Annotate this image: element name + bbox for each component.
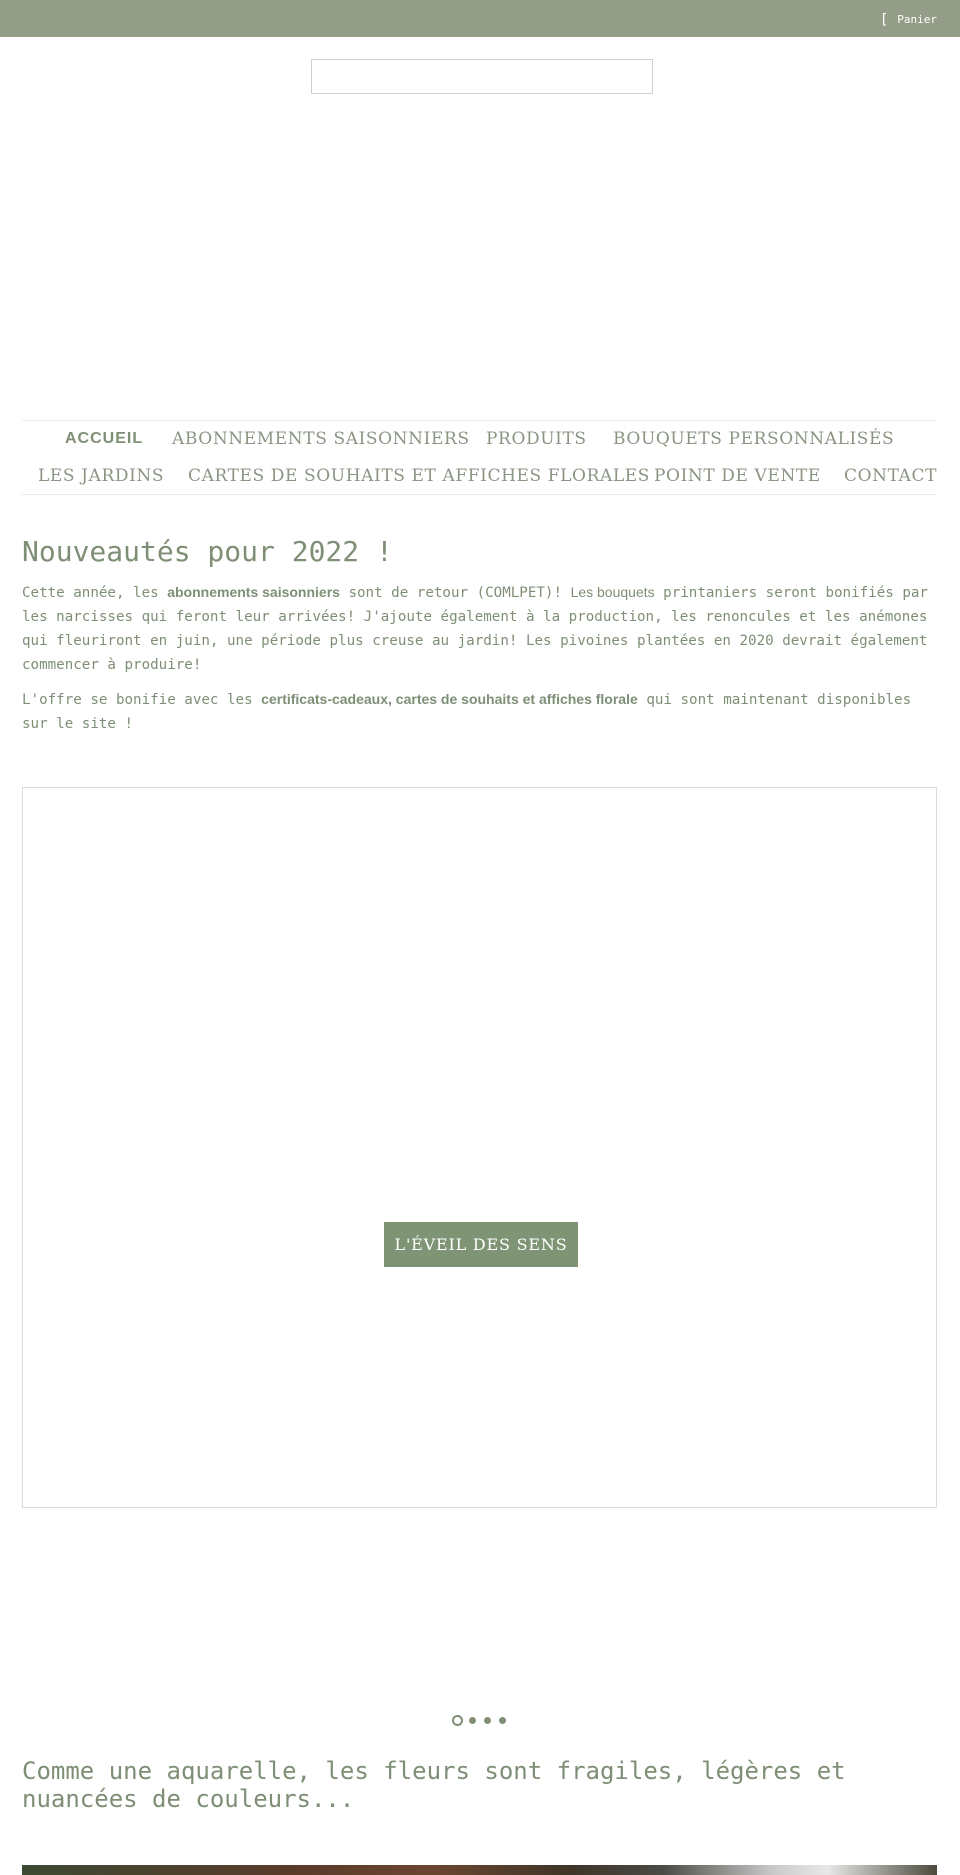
intro-text: sont de retour (COMLPET)!	[339, 585, 571, 601]
intro-text: printaniers seront bonifiés par les narcisses qui feront leur arrivées! J'ajoute également à la production, les renoncules et les anémones qui fleuriront en juin, une période plus creuse au jardin! Les pivoines plantées en 2020 devrait également commencer à produire!	[22, 585, 928, 673]
slider-dot[interactable]	[484, 1717, 491, 1724]
main-nav	[22, 420, 937, 495]
search-input[interactable]	[311, 59, 653, 94]
slider-dot[interactable]	[499, 1717, 506, 1724]
nav-item-les-jardins[interactable]: LES JARDINS	[38, 466, 165, 486]
nav-item-cartes-affiches[interactable]: CARTES DE SOUHAITS ET AFFICHES FLORALES	[188, 466, 651, 486]
cart-label: Panier	[897, 13, 937, 26]
nav-item-abonnements-saisonniers[interactable]: ABONNEMENTS SAISONNIERS	[172, 429, 470, 449]
intro-title: Nouveautés pour 2022 !	[22, 535, 393, 568]
slider-dot[interactable]	[469, 1717, 476, 1724]
slider-dot[interactable]	[452, 1715, 463, 1726]
cart-icon: [	[879, 12, 889, 28]
abonnements-link[interactable]: abonnements saisonniers	[167, 584, 340, 600]
intro-text: L'offre se bonifie avec les	[22, 692, 262, 708]
nav-item-bouquets-personnalises[interactable]: BOUQUETS PERSONNALISÉS	[613, 429, 895, 449]
nav-item-point-de-vente[interactable]: POINT DE VENTE	[654, 466, 821, 486]
certificats-link[interactable]: certificats-cadeaux, cartes de souhaits et affiches florale	[261, 691, 638, 707]
section-title: Comme une aquarelle, les fleurs sont fragiles, légères et nuancées de couleurs...	[22, 1757, 846, 1813]
flowers-image	[22, 1865, 937, 1875]
hero-slider[interactable]	[22, 787, 937, 1508]
intro-text: Cette année, les	[22, 585, 168, 601]
intro-text: qui sont maintenant disponibles sur le site !	[22, 692, 912, 732]
intro-paragraph-1	[22, 580, 940, 677]
intro-paragraph-2	[22, 687, 940, 736]
intro-text: Les bouquets	[570, 584, 655, 600]
nav-item-accueil[interactable]: ACCUEIL	[65, 430, 144, 447]
nav-item-produits[interactable]: PRODUITS	[486, 429, 587, 449]
slide-cta-button[interactable]: L'ÉVEIL DES SENS	[384, 1222, 578, 1267]
cart-link[interactable]	[880, 11, 937, 27]
nav-item-contact[interactable]: CONTACT	[844, 466, 938, 486]
top-bar	[0, 0, 960, 37]
